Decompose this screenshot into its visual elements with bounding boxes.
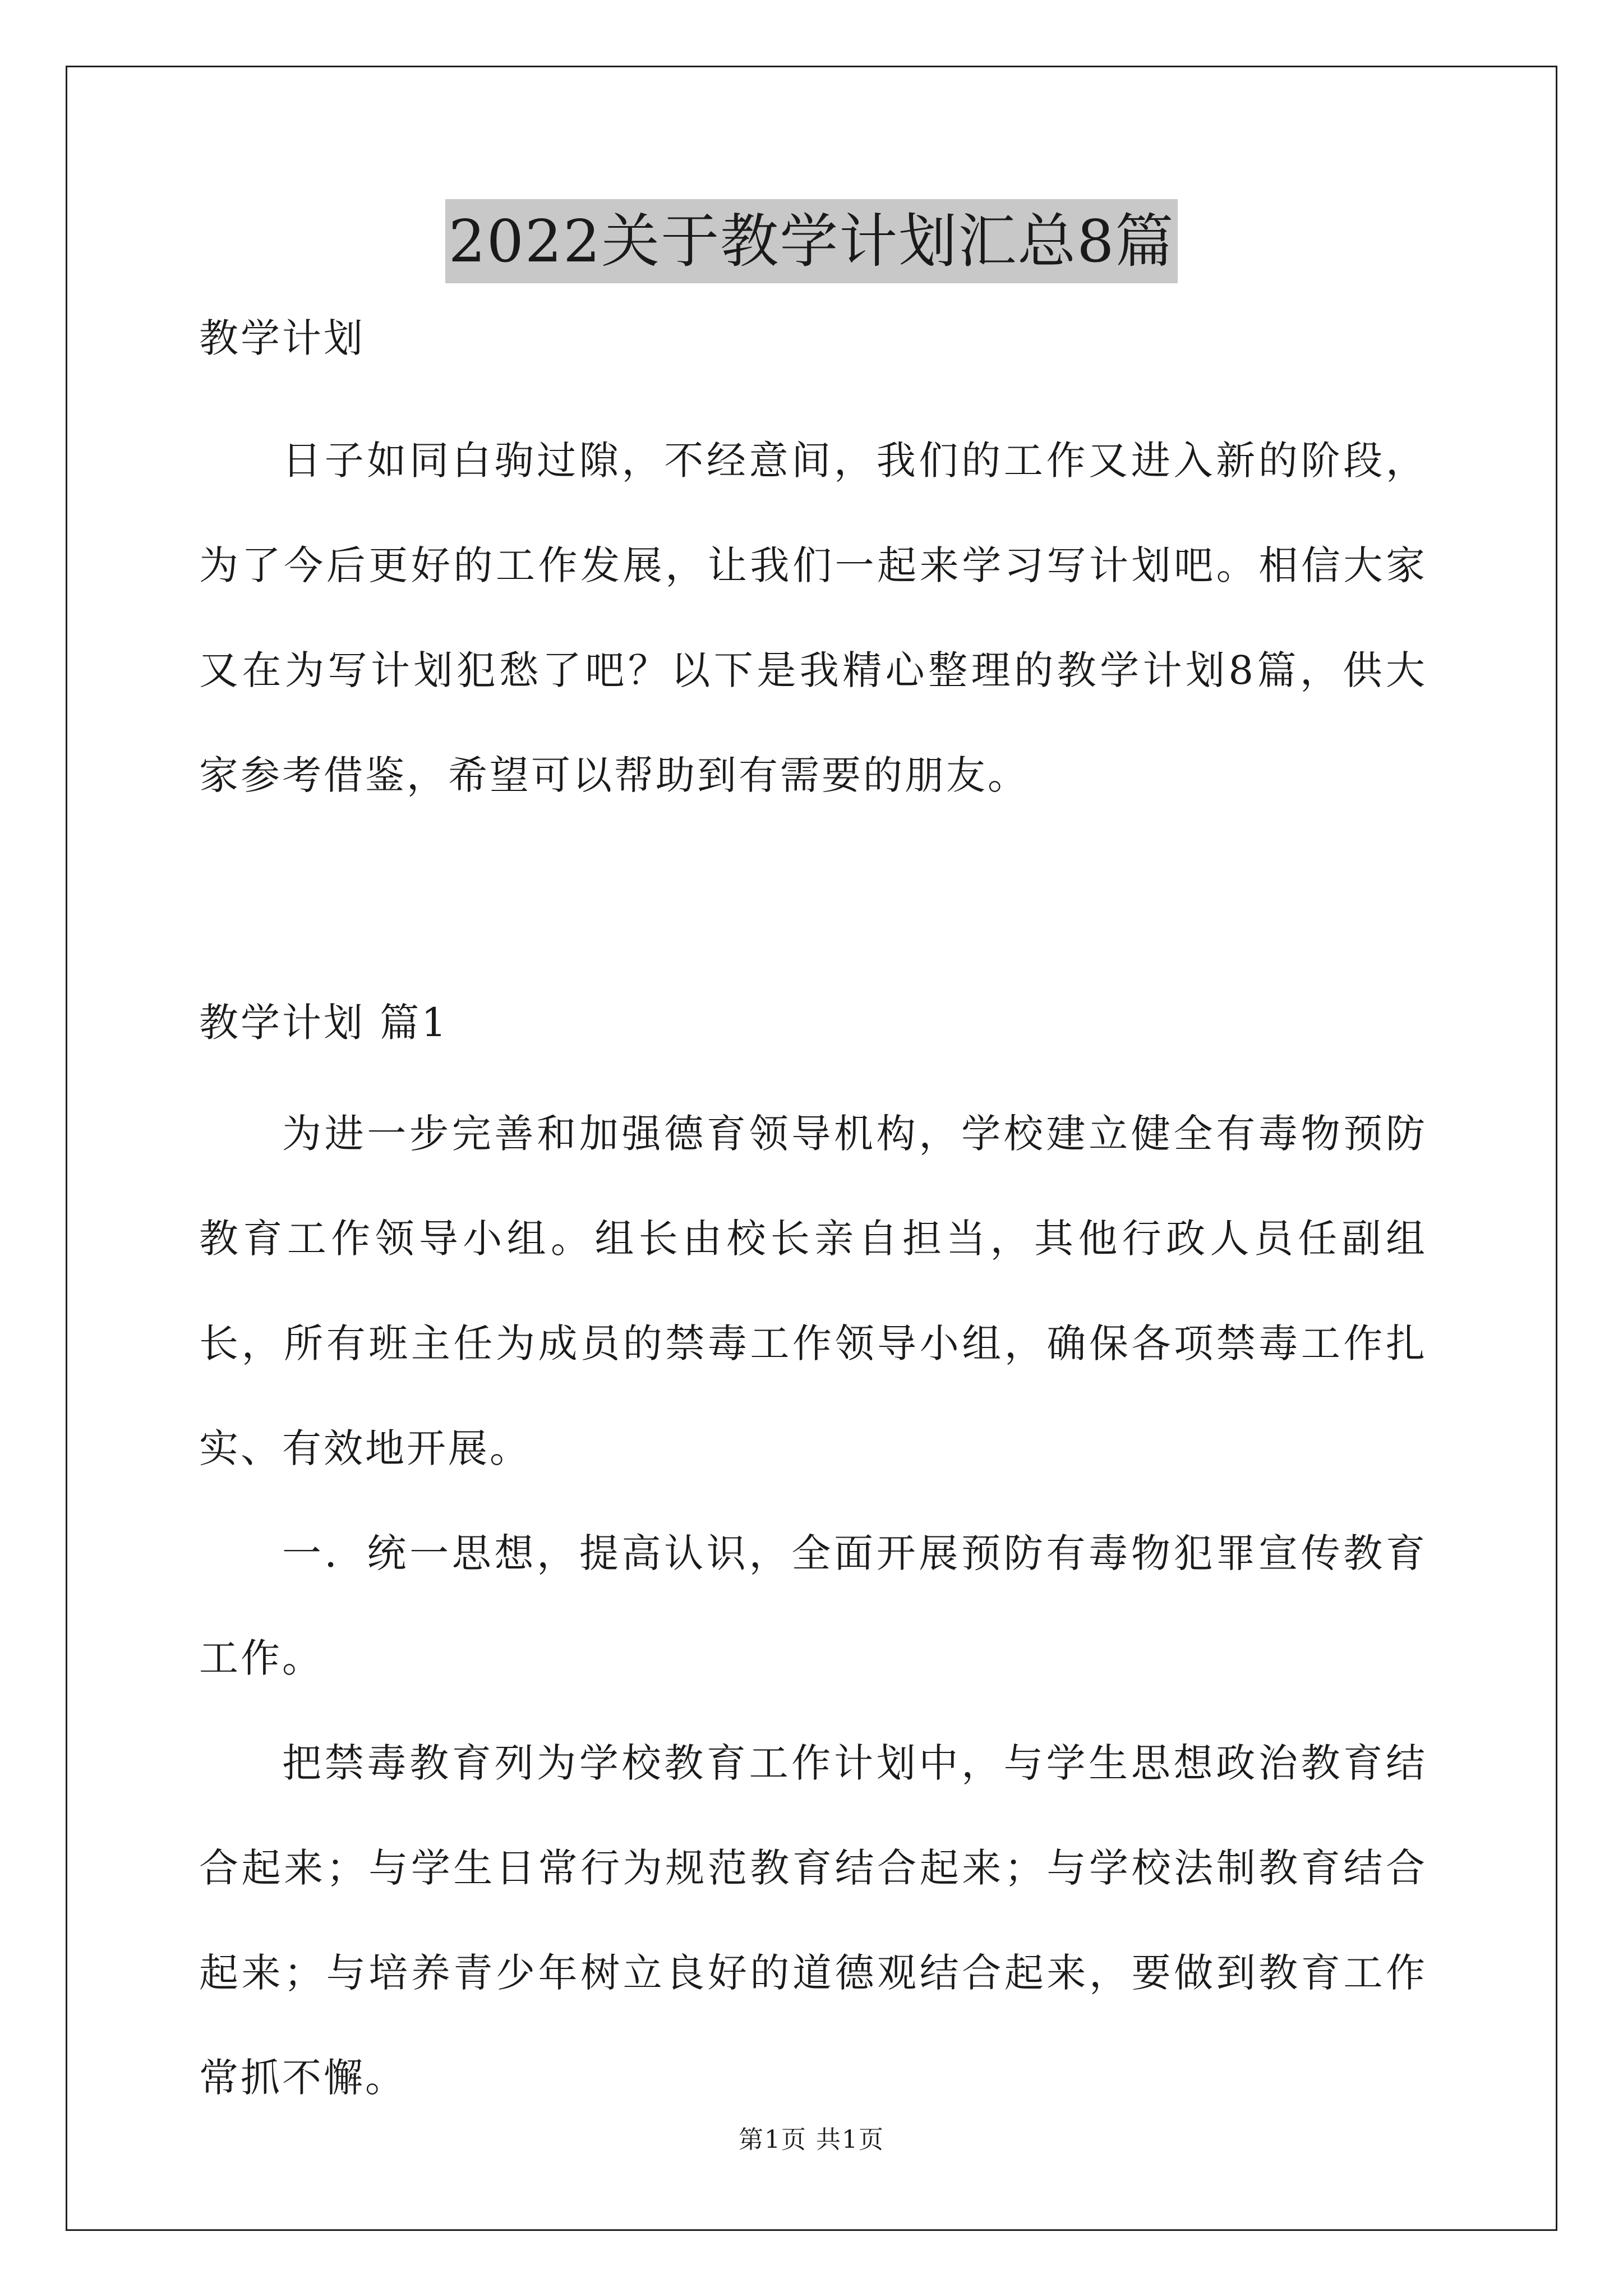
- document-title: 2022关于教学计划汇总8篇: [445, 199, 1178, 283]
- paragraph-1: 为进一步完善和加强德育领导机构，学校建立健全有毒物预防教育工作领导小组。组长由校长亲自担当，其他行政人员任副组长，所有班主任为成员的禁毒工作领导小组，确保各项禁毒工作扎实、有效地开展。: [199, 1111, 1427, 1471]
- intro-paragraph: 日子如同白驹过隙，不经意间，我们的工作又进入新的阶段，为了今后更好的工作发展，让我们一起来学习写计划吧。相信大家又在为写计划犯愁了吧？以下是我精心整理的教学计划8篇，供大家参考借鉴，希望可以帮助到有需要的朋友。: [199, 438, 1427, 798]
- section-heading: 教学计划 篇1: [199, 1000, 449, 1046]
- section-body: [199, 1082, 1427, 2131]
- title-container: [0, 199, 1623, 283]
- paragraph-2: 一．统一思想，提高认识，全面开展预防有毒物犯罪宣传教育工作。: [199, 1530, 1427, 1681]
- intro-section: [199, 408, 1427, 828]
- intro-heading: 教学计划: [199, 315, 365, 361]
- paragraph-3: 把禁毒教育列为学校教育工作计划中，与学生思想政治教育结合起来；与学生日常行为规范教育结合起来；与学校法制教育结合起来；与培养青少年树立良好的道德观结合起来，要做到教育工作常抓不懈。: [199, 1740, 1427, 2101]
- page-footer: 第1页 共1页: [739, 2125, 884, 2154]
